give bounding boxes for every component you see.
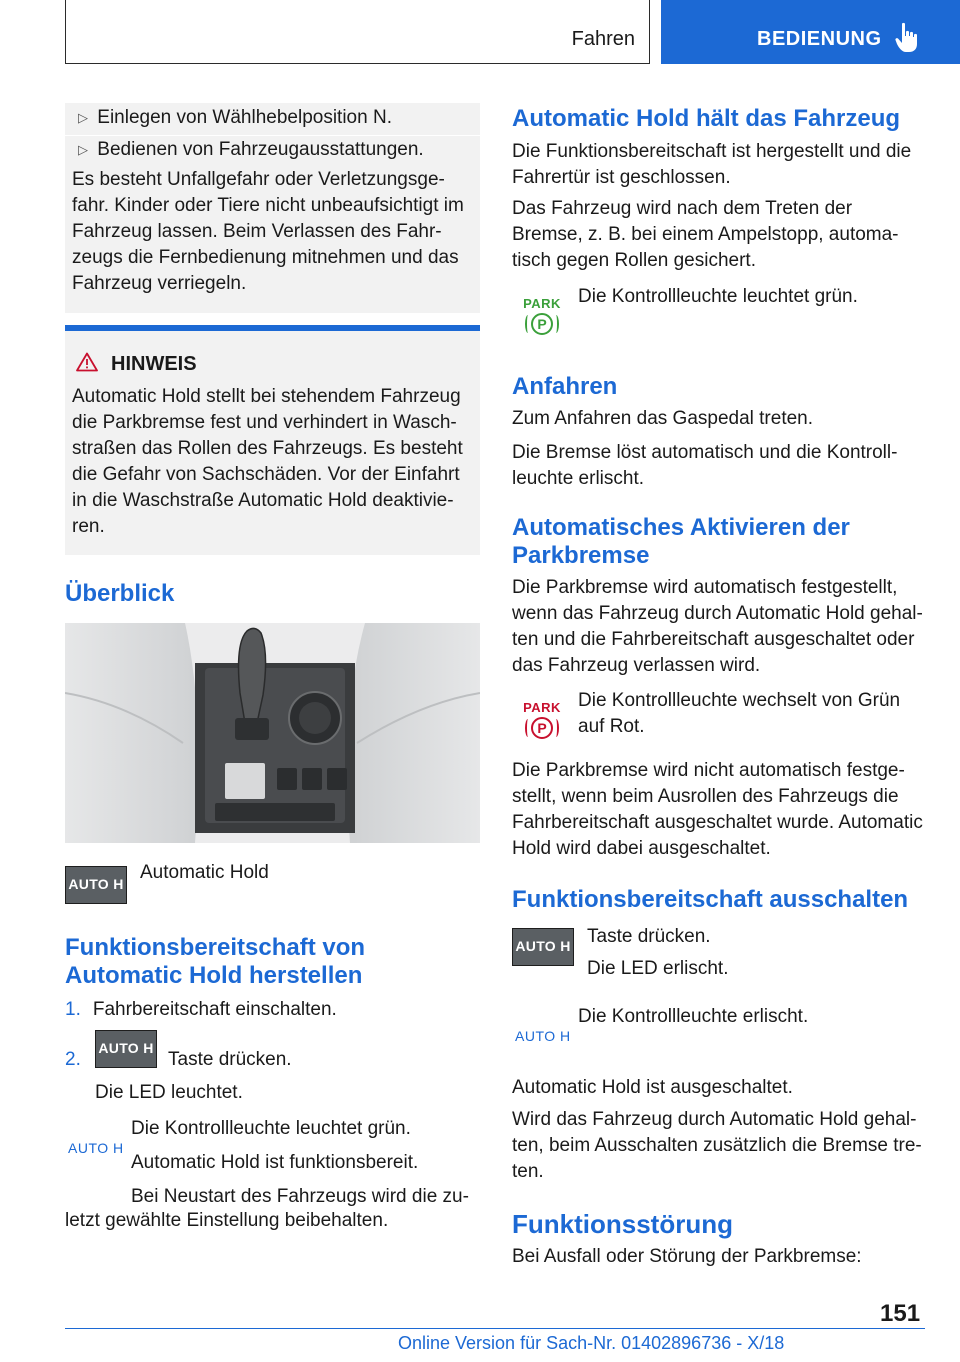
bullet-divider (65, 135, 480, 136)
ready-text: Automatic Hold ist funktionsbereit. (131, 1152, 419, 1173)
notice-text: Automatic Hold stellt bei stehendem Fahrzeug die Parkbremse fest und verhindert in Wasch- straßen das Rollen des Fahrzeugs. Es besteht die Gefahr von Sachschäden. Vor der Einfahrt in die Waschstraße Automatic Hold deaktivie- ren. (72, 386, 463, 537)
press-text: Taste drücken. (587, 926, 711, 947)
page-number: 151 (880, 1300, 921, 1327)
disable-heading: Funktionsbereitschaft ausschalten (512, 886, 909, 913)
park-change-text: Die Kontrollleuchte wechselt von Grün auf Rot. (578, 690, 901, 737)
bullet-item: ▷ Einlegen von Wählhebelposition N. (78, 107, 392, 128)
center-console-image (65, 623, 480, 843)
enable-section-heading: Funktionsbereitschaft von Automatic Hold herstellen (65, 934, 366, 989)
auto-hold-button-icon: AUTO H (65, 866, 127, 904)
led-off-text: Die LED erlischt. (587, 958, 729, 979)
online-version-text: Online Version für Sach-Nr. 01402896736 - X/18 (398, 1333, 785, 1353)
triangle-bullet-icon: ▷ (78, 110, 88, 125)
step-1: 1. Fahrbereitschaft einschalten. (65, 999, 337, 1020)
step-2: Taste drücken. (168, 1049, 292, 1070)
auto-hold-indicator-icon: AUTO H (515, 1028, 571, 1044)
lamp-green-text: Die Kontrollleuchte leuchtet grün. (131, 1118, 411, 1139)
fault-paragraph: Bei Ausfall oder Störung der Parkbremse: (512, 1246, 862, 1267)
overview-heading: Überblick (65, 580, 175, 607)
park-green-indicator-icon: PARK P (522, 296, 562, 346)
pointing-hand-icon (895, 22, 921, 54)
step-2-number: 2. (65, 1049, 81, 1070)
restart-text-1: Bei Neustart des Fahrzeugs wird die zu- (131, 1186, 469, 1207)
hold-heading: Automatic Hold hält das Fahrzeug (512, 105, 901, 132)
park-red-indicator-icon: PARK P (522, 700, 562, 750)
brake-paragraph: Wird das Fahrzeug durch Automatic Hold gehal- ten, beim Ausschalten zusätzlich die Bremse tre- ten. (512, 1109, 922, 1182)
footer-divider (65, 1328, 925, 1329)
triangle-bullet-icon: ▷ (78, 142, 88, 157)
notice-title: HINWEIS (111, 353, 197, 375)
auto-park-paragraph: Die Parkbremse wird automatisch festgestellt, wenn das Fahrzeug durch Automatic Hold gehal- ten und die Fahrbereitschaft ausgeschaltet oder das Fahrzeug verlassen wird. (512, 577, 923, 676)
auto-park-heading: Automatisches Aktivieren der Parkbremse (512, 514, 850, 569)
warning-text: Es besteht Unfallgefahr oder Verletzungsge- fahr. Kinder oder Tiere nicht unbeaufsichtigt im Fahrzeug lassen. Beim Verlassen des Fahr- zeugs die Fernbedienung mitnehmen und das Fahrzeug verriegeln. (72, 169, 464, 294)
off-state-text: Automatic Hold ist ausgeschaltet. (512, 1077, 793, 1098)
start-paragraph-2: Die Bremse löst automatisch und die Kontroll- leuchte erlischt. (512, 442, 898, 489)
start-paragraph-1: Zum Anfahren das Gaspedal treten. (512, 408, 814, 429)
header-section-box (65, 0, 650, 64)
start-heading: Anfahren (512, 373, 618, 400)
auto-hold-button-icon: AUTO H (512, 928, 574, 966)
hold-paragraph-2: Das Fahrzeug wird nach dem Treten der Bremse, z. B. bei einem Ampelstopp, automa- tisch gegen Rollen gesichert. (512, 198, 899, 271)
park-green-text: Die Kontrollleuchte leuchtet grün. (578, 286, 858, 307)
restart-text-2: letzt gewählte Einstellung beibehalten. (65, 1210, 389, 1231)
no-auto-park-paragraph: Die Parkbremse wird nicht automatisch festge- stellt, wenn beim Ausrollen des Fahrzeugs die Fahrbereitschaft ausgeschaltet wurde. Automatic Hold wird dabei ausgeschaltet. (512, 760, 923, 859)
auto-hold-button-icon: AUTO H (95, 1030, 157, 1068)
header-category-label: BEDIENUNG (757, 28, 882, 50)
led-on-text: Die LED leuchtet. (95, 1082, 243, 1103)
auto-hold-label: Automatic Hold (140, 862, 269, 883)
fault-heading: Funktionsstörung (512, 1209, 733, 1239)
hold-paragraph-1: Die Funktionsbereitschaft ist hergestellt und die Fahrertür ist geschlossen. (512, 141, 912, 188)
bullet-item: ▷ Bedienen von Fahrzeugausstattungen. (78, 139, 424, 160)
auto-hold-indicator-icon: AUTO H (68, 1140, 124, 1156)
warning-triangle-icon (76, 352, 98, 372)
header-section-label: Fahren (571, 28, 635, 50)
header-category-box (661, 0, 960, 64)
lamp-off-text: Die Kontrollleuchte erlischt. (578, 1006, 809, 1027)
